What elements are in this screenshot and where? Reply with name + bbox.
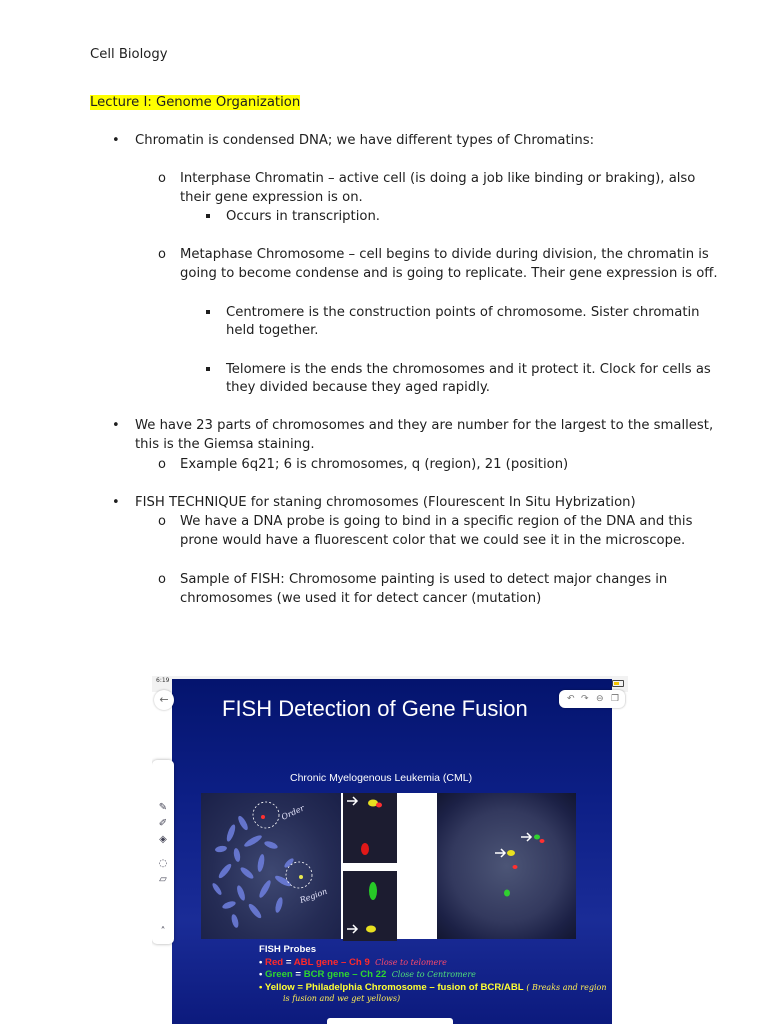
red-probe-label: Red: [265, 956, 284, 968]
handwritten-note-fusion-2: is fusion and we get yellows): [283, 994, 401, 1003]
probe-line-1: We have a DNA probe is going to bind in a specific region of the DNA and this: [180, 514, 693, 529]
undo-icon[interactable]: ↶: [567, 694, 575, 704]
lecture-title: [90, 93, 300, 112]
philadelphia-text: • Yellow = Philadelphia Chromosome – fusion of BCR/ABL: [259, 981, 524, 993]
copy-icon[interactable]: ❐: [611, 694, 620, 704]
abl-gene-text: ABL gene – Ch 9: [293, 956, 370, 968]
chevron-up-icon[interactable]: ˄: [160, 926, 166, 937]
yellow-probe-row: [259, 982, 607, 995]
interphase-line-1: Interphase Chromatin – active cell (is doing a job like binding or braking), also: [180, 171, 696, 186]
telomere-line-2: they divided because they aged rapidly.: [226, 380, 490, 395]
status-clock: 6:19: [156, 677, 170, 684]
nucleus-panel-top: [343, 793, 397, 863]
bullet-o: o: [158, 514, 166, 529]
square-bullet: [206, 214, 210, 218]
telomere-line-1: Telomere is the ends the chromosomes and it protect it. Clock for cells as: [226, 362, 711, 377]
bullet: •: [259, 969, 266, 980]
centromere-line-2: held together.: [226, 323, 319, 338]
bullet-dot: •: [112, 495, 120, 510]
bullet-o: o: [158, 247, 166, 262]
equals: =: [292, 969, 304, 980]
sample-line-1: Sample of FISH: Chromosome painting is used to detect major changes in: [180, 572, 668, 587]
slide-subtitle: Chronic Myelogenous Leukemia (CML): [290, 772, 473, 784]
ruler-icon[interactable]: ▱: [159, 874, 167, 885]
yellow-note-row: [259, 994, 607, 1003]
bullet-dot: •: [112, 133, 120, 148]
panel-divider: [343, 863, 397, 871]
fish-technique-line: FISH TECHNIQUE for staning chromosomes (Flourescent In Situ Hybrization): [135, 495, 636, 510]
centromere-line-1: Centromere is the construction points of chromosome. Sister chromatin: [226, 305, 700, 320]
back-arrow-icon[interactable]: ←: [154, 690, 174, 710]
chromosome-spread-graphic: [201, 793, 341, 939]
handwritten-label-order: Order: [280, 803, 306, 822]
handwritten-note-fusion-1: ( Breaks and region: [526, 982, 607, 992]
lasso-icon[interactable]: ◌: [158, 858, 168, 869]
drawing-tools-sidebar: [152, 760, 174, 944]
redo-icon[interactable]: ↷: [581, 694, 589, 704]
eraser-icon[interactable]: ◈: [159, 834, 167, 845]
metaphase-line-1: Metaphase Chromosome – cell begins to divide during division, the chromatin is: [180, 247, 709, 262]
battery-icon: [612, 680, 624, 687]
fish-probes-legend: [259, 944, 607, 1003]
pen-icon[interactable]: ✎: [158, 802, 168, 813]
bullet-dot: •: [112, 418, 120, 433]
example-line: Example 6q21; 6 is chromosomes, q (region), 21 (position): [180, 457, 569, 472]
green-probe-row: [259, 969, 607, 982]
annotation-toolbar: [559, 690, 625, 708]
handwritten-note-telomere: Close to telomere: [375, 957, 447, 967]
nucleus-signals-top: [343, 793, 397, 863]
equals: =: [283, 956, 294, 968]
interphase-nucleus-panel: [437, 793, 576, 939]
nucleus-signals-bottom: [343, 871, 397, 941]
probe-line-2: prone would have a fluorescent color that we could see it in the microscope.: [180, 533, 686, 548]
transcription-line: Occurs in transcription.: [226, 209, 381, 224]
panel-divider: [397, 793, 437, 939]
metaphase-line-2: going to become condense and is going to replicate. Their gene expression is off.: [180, 266, 718, 281]
highlighter-icon[interactable]: ✐: [158, 818, 168, 829]
handwritten-label-region: Region: [298, 886, 329, 905]
chromosomes-line-2: this is the Giemsa staining.: [135, 437, 315, 452]
bullet-o: o: [158, 457, 166, 472]
more-icon[interactable]: ⊖: [596, 694, 604, 704]
interphase-signals: [437, 793, 576, 939]
probes-heading: FISH Probes: [259, 944, 317, 955]
sample-line-2: chromosomes (we used it for detect cancer (mutation): [180, 591, 542, 606]
fish-slide-image: [152, 676, 628, 1024]
page-indicator-tab: [327, 1018, 453, 1024]
bullet: •: [259, 956, 266, 968]
handwritten-note-centromere: Close to Centromere: [391, 970, 476, 979]
nucleus-panel-bottom: [343, 871, 397, 941]
bullet-chromatin: Chromatin is condensed DNA; we have different types of Chromatins:: [135, 133, 595, 148]
square-bullet: [206, 310, 210, 314]
metaphase-spread-panel: [201, 793, 341, 939]
green-probe-label: Green: [265, 969, 293, 980]
lecture-title-highlight: Lecture I: Genome Organization: [90, 95, 301, 110]
red-probe-row: [259, 957, 607, 970]
interphase-line-2: their gene expression is on.: [180, 190, 363, 205]
chromosomes-line-1: We have 23 parts of chromosomes and they are number for the largest to the smallest,: [135, 418, 714, 433]
bcr-gene-text: BCR gene – Ch 22: [303, 969, 387, 980]
bullet-o: o: [158, 572, 166, 587]
bullet-o: o: [158, 171, 166, 186]
slide-title: FISH Detection of Gene Fusion: [222, 696, 528, 721]
square-bullet: [206, 367, 210, 371]
document-heading: Cell Biology: [90, 47, 168, 62]
